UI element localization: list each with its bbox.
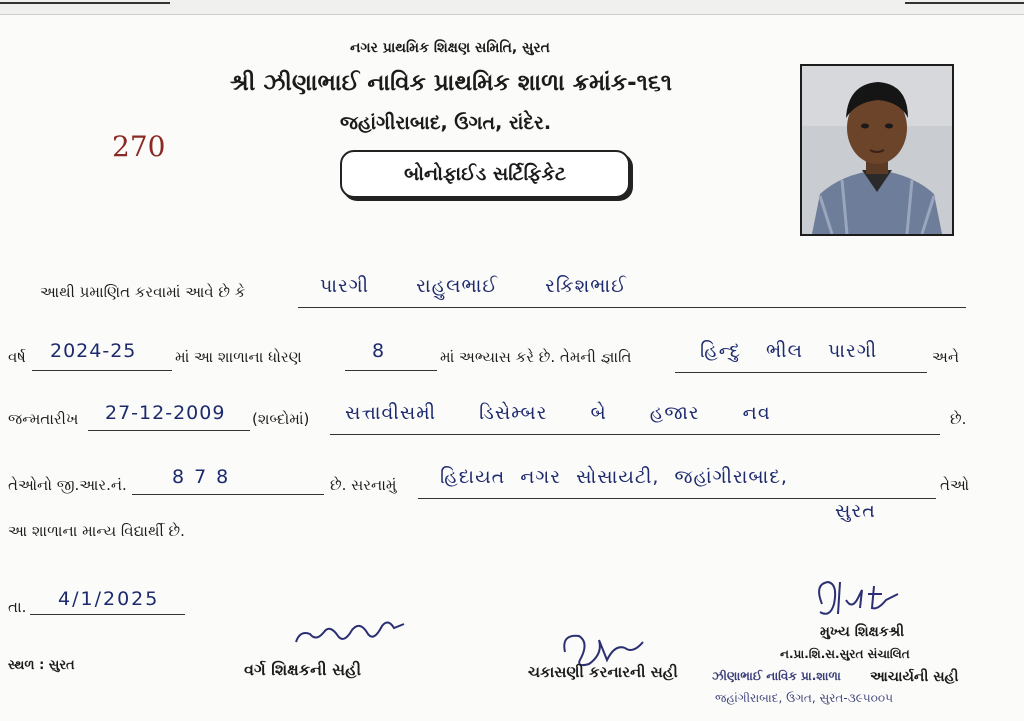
- studying-label: માં અભ્યાસ કરે છે. તેમની જ્ઞાતિ: [440, 348, 632, 366]
- standard-underline: [345, 370, 437, 371]
- in-words-label: (શબ્દોમાં): [252, 410, 310, 428]
- gr-number: 878: [172, 466, 239, 488]
- date-underline: [30, 614, 185, 615]
- principal-sign-label: આચાર્યની સહી: [870, 669, 959, 685]
- top-edge-line: [0, 2, 170, 4]
- student-photo: [800, 64, 954, 236]
- place-label: સ્થળ : સુરત: [8, 658, 75, 673]
- school-std-label: માં આ શાળાના ધોરણ: [175, 348, 302, 366]
- dob-words-underline: [330, 434, 940, 435]
- class-teacher-signature: [290, 612, 410, 654]
- name-underline: [298, 307, 966, 308]
- gr-underline: [132, 494, 324, 495]
- address-label: છે. સરનામું: [330, 476, 397, 494]
- dob-value: 27-12-2009: [105, 402, 226, 424]
- year-label: વર્ષ: [8, 348, 26, 366]
- school-name: શ્રી ઝીણાભાઈ નાવિક પ્રાથમિક શાળા ક્રમાંક-૧૬૧: [230, 70, 673, 96]
- valid-student-text: આ શાળાના માન્ય વિદ્યાર્થી છે.: [8, 522, 185, 540]
- date-label: તા.: [8, 598, 27, 616]
- stamp-line-1: ન.પ્રા.શિ.સ.સુરત સંચાલિત: [780, 647, 910, 661]
- verifier-sign-label: ચકાસણી કરનારની સહી: [528, 663, 678, 681]
- student-name: પારગી રાહુલભાઈ રકિશભાઈ: [320, 275, 627, 297]
- student-address: હિદાયત નગર સોસાયટી, જહાંગીરાબાદ,: [440, 466, 788, 488]
- year-underline: [32, 370, 172, 371]
- committee-name: નગર પ્રાથમિક શિક્ષણ સમિતિ, સુરત: [350, 40, 550, 56]
- academic-year: 2024-25: [50, 340, 137, 362]
- gr-label: તેઓનો જી.આર.નં.: [8, 476, 127, 494]
- stamp-line-2: ઝીણાભાઈ નાવિક પ્રા.શાળા: [712, 669, 841, 683]
- date-value: 4/1/2025: [58, 588, 160, 610]
- serial-number: 270: [112, 130, 166, 163]
- dob-words: સત્તાવીસમી ડિસેમ્બર બે હજાર નવ: [345, 402, 771, 424]
- class-teacher-sign-label: વર્ગ શિક્ષકની સહી: [244, 660, 362, 679]
- standard: 8: [372, 340, 386, 362]
- dob-underline: [88, 430, 250, 431]
- certificate-title: બોનોફાઈડ સર્ટિફિકેટ: [340, 150, 630, 198]
- address-underline: [418, 498, 936, 499]
- principal-title: મુખ્ય શિક્ષકશ્રી: [820, 624, 905, 640]
- top-edge-line: [905, 2, 1024, 4]
- top-edge: [0, 0, 1024, 15]
- school-address: જહાંગીરાબાદ, ઉગત, રાંદેર.: [340, 112, 552, 134]
- dob-label: જન્મતારીખ: [8, 410, 79, 428]
- stamp-line-3: જહાંગીરાબાદ, ઉગત, સુરત-૩૯૫૦૦૫: [715, 691, 894, 705]
- caste-underline: [675, 372, 927, 373]
- student-address-city: સુરત: [835, 500, 876, 522]
- caste: હિન્દુ ભીલ પારગી: [700, 340, 878, 362]
- and-label: અને: [932, 348, 960, 366]
- is-label: છે.: [950, 410, 967, 428]
- certify-prefix: આથી પ્રમાણિત કરવામાં આવે છે કે: [40, 283, 246, 301]
- they-label: તેઓ: [940, 476, 970, 494]
- principal-signature: [808, 574, 908, 624]
